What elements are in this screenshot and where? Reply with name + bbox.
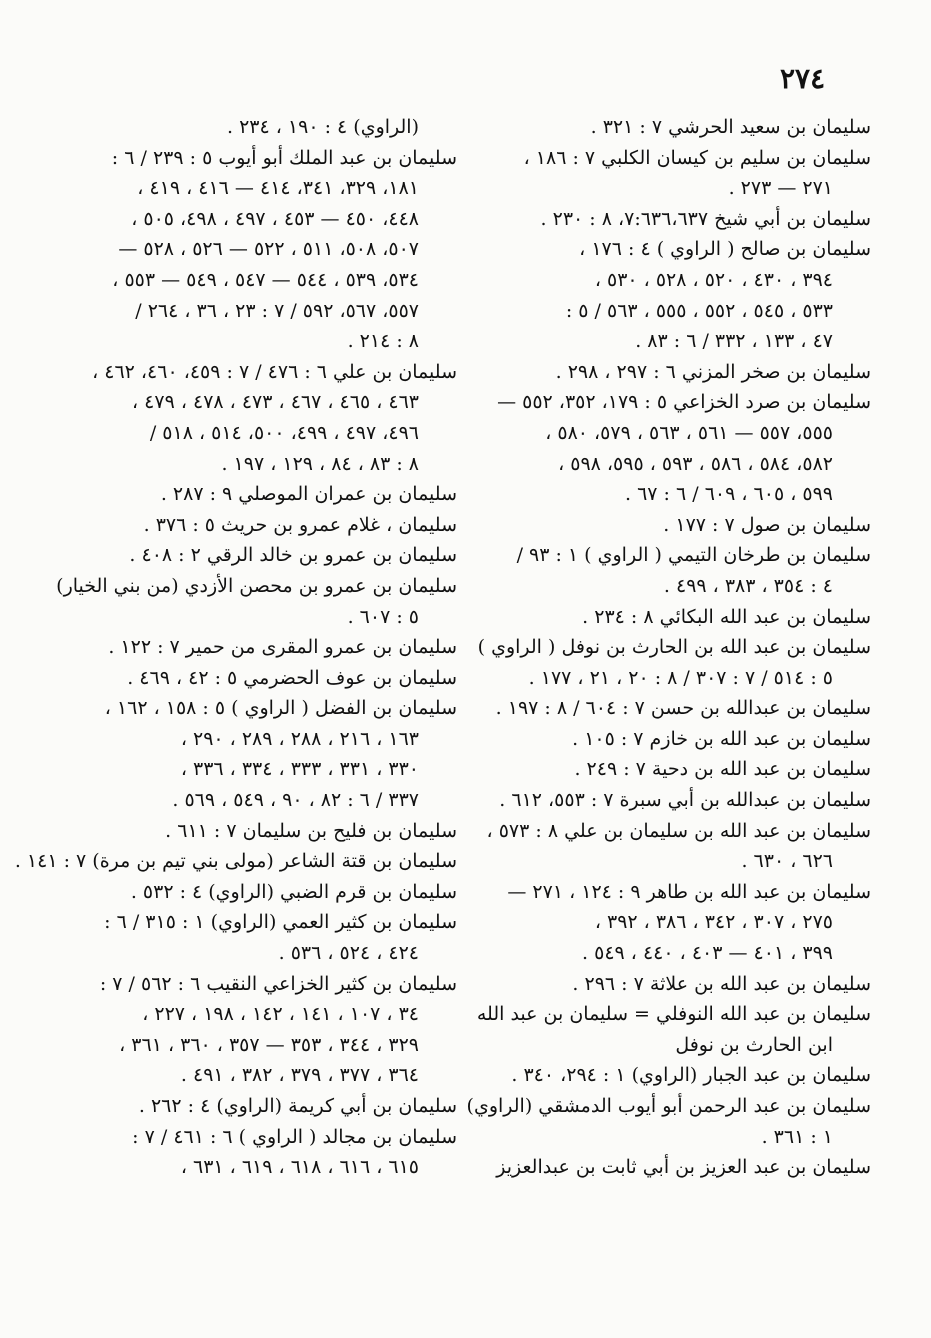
index-entry: سليمان بن سليم بن كيسان الكلبي ٧ : ١٨٦ ، [523, 146, 871, 169]
index-entry-continuation: ١٨١، ٣٢٩، ٣٤١، ٤١٤ — ٤١٦ ، ٤١٩ ، [137, 177, 419, 200]
index-entry-continuation: ٣٤ ، ١٠٧ ، ١٤١ ، ١٤٢ ، ١٩٨ ، ٢٢٧ ، [142, 1003, 419, 1026]
index-entry: سليمان بن صالح ( الراوي ) ٤ : ١٧٦ ، [579, 238, 871, 261]
index-entry-continuation: ٥٥٧، ٥٦٧، ٥٩٢ / ٧ : ٢٣ ، ٣٦ ، ٢٦٤ / [135, 299, 419, 322]
index-entry-continuation: ٤٦٣ ، ٤٦٥ ، ٤٦٧ ، ٤٧٣ ، ٤٧٨ ، ٤٧٩ ، [131, 391, 419, 414]
index-entry-continuation: ٣٦٤ ، ٣٧٧ ، ٣٧٩ ، ٣٨٢ ، ٤٩١ . [180, 1064, 419, 1087]
index-entry: سليمان بن عبد الله بن الحارث بن نوفل ( الراوي ) [477, 636, 871, 659]
index-entry-continuation: ٦٢٦ ، ٦٣٠ . [741, 850, 833, 873]
index-entry: سليمان بن عبد الله بن طاهر ٩ : ١٢٤ ، ٢٧١ — [507, 880, 871, 903]
index-entry-continuation: ٣٢٩ ، ٣٤٤ ، ٣٥٣ — ٣٥٧ ، ٣٦٠ ، ٣٦١ ، [119, 1033, 419, 1056]
index-entry: سليمان بن الفضل ( الراوي ) ٥ : ١٥٨ ، ١٦٢ ، [104, 697, 457, 720]
index-entry-continuation: ٥٣٣ ، ٥٤٥ ، ٥٥٢ ، ٥٥٥ ، ٥٦٣ / ٥ : [565, 299, 833, 322]
index-entry-continuation: ٢٧١ — ٢٧٣ . [728, 177, 833, 200]
index-entry: سليمان بن عمرو المقرى من حمير ٧ : ١٢٢ . [108, 636, 457, 659]
index-entry: سليمان بن عبد الرحمن أبو أيوب الدمشقي (الراوي) [466, 1095, 871, 1117]
index-entry-continuation: ٤٩٦، ٤٩٧ ، ٤٩٩، ٥٠٠، ٥١٤ ، ٥١٨ / [149, 421, 419, 444]
index-entry-continuation: ٣٩٩ ، ٤٠١ — ٤٠٣ ، ٤٤٠ ، ٥٤٩ . [582, 942, 833, 965]
index-entry: سليمان بن عبد الملك أبو أيوب ٥ : ٢٣٩ / ٦ : [111, 146, 457, 169]
index-entry-continuation: ٣٩٤ ، ٤٣٠ ، ٥٢٠ ، ٥٢٨ ، ٥٣٠ ، [594, 268, 833, 291]
index-entry: سليمان بن عبد الله النوفلي = سليمان بن عبد الله [476, 1003, 871, 1026]
index-entry: سليمان بن كثير الخزاعي النقيب ٦ : ٥٦٢ / ٧ : [99, 972, 457, 995]
index-entry: سليمان بن علي ٦ : ٤٧٦ / ٧ : ٤٥٩، ٤٦٠، ٤٦٢ ، [92, 360, 457, 383]
index-entry-continuation: ٥٩٩ ، ٦٠٥ ، ٦٠٩ / ٦ : ٦٧ . [624, 483, 833, 506]
index-entry: سليمان بن عبد الله بن دحية ٧ : ٢٤٩ . [574, 758, 871, 781]
index-entry-continuation: ٤٧ ، ١٣٣ ، ٣٣٢ / ٦ : ٨٣ . [635, 330, 833, 353]
index-entry: سليمان بن عبد الله بن علاثة ٧ : ٢٩٦ . [572, 972, 871, 995]
index-entry-continuation: (الراوي) ٤ : ١٩٠ ، ٢٣٤ . [226, 116, 419, 138]
index-entry: سليمان بن عبدالله بن أبي سبرة ٧ : ٥٥٣، ٦١٢ . [499, 789, 871, 812]
index-entry: سليمان بن عوف الحضرمي ٥ : ٤٢ ، ٤٦٩ . [127, 666, 457, 689]
index-entry-continuation: ٥ : ٥١٤ / ٧ : ٣٠٧ / ٨ : ٢٠ ، ٢١ ، ١٧٧ . [528, 666, 833, 689]
index-entry: سليمان بن سعيد الحرشي ٧ : ٣٢١ . [590, 116, 871, 138]
index-entry: سليمان بن عبد الله بن خازم ٧ : ١٠٥ . [572, 727, 871, 750]
index-entry: سليمان بن قتة الشاعر (مولى بني تيم بن مرة) ٧ : ١٤١ . [14, 850, 457, 873]
index-entry: سليمان بن صخر المزني ٦ : ٢٩٧ ، ٢٩٨ . [555, 360, 871, 383]
index-entry: سليمان بن عمران الموصلي ٩ : ٢٨٧ . [160, 483, 457, 506]
index-entry: سليمان بن أبي كريمة (الراوي) ٤ : ٢٦٢ . [138, 1095, 457, 1117]
index-entry-continuation: ٥٠٧، ٥٠٨، ٥١١ ، ٥٢٢ — ٥٢٦ ، ٥٢٨ — [118, 238, 419, 261]
index-entry-continuation: ٤٢٤ ، ٥٢٤ ، ٥٣٦ . [278, 942, 419, 965]
index-entry-continuation: ٢٧٥ ، ٣٠٧ ، ٣٤٢ ، ٣٨٦ ، ٣٩٢ ، [594, 911, 833, 934]
index-entry-continuation: ٤ : ٣٥٤ ، ٣٨٣ ، ٤٩٩ . [663, 574, 833, 597]
index-entry-continuation: ٥٨٢، ٥٨٤ ، ٥٨٦ ، ٥٩٣ ، ٥٩٥، ٥٩٨ ، [558, 452, 833, 475]
index-entry: سليمان بن عمرو بن محصن الأزدي (من بني الخيار) [56, 574, 457, 597]
index-entry-continuation: ١٦٣ ، ٢١٦ ، ٢٨٨ ، ٢٨٩ ، ٢٩٠ ، [180, 727, 419, 750]
index-entry: سليمان ، غلام عمرو بن حريث ٥ : ٣٧٦ . [143, 513, 457, 536]
index-entry-continuation: ٨ : ٢١٤ . [347, 330, 419, 353]
index-entry-continuation: ٨ : ٨٣ ، ٨٤ ، ١٢٩ ، ١٩٧ . [221, 452, 419, 475]
index-entry: سليمان بن كثير العمي (الراوي) ١ : ٣١٥ / ٦ : [104, 911, 457, 934]
index-entry-continuation: ٣٣٧ / ٦ : ٨٢ ، ٩٠ ، ٥٤٩ ، ٥٦٩ . [172, 789, 419, 812]
index-entry-continuation: ١ : ٣٦١ . [761, 1125, 833, 1148]
index-entry-continuation: ٣٣٠ ، ٣٣١ ، ٣٣٣ ، ٣٣٤ ، ٣٣٦ ، [180, 758, 419, 781]
index-entry: سليمان بن أبي شيخ ٧:٦٣٦،٦٣٧، ٨ : ٢٣٠ . [540, 207, 871, 230]
index-entry-continuation: ٦١٥ ، ٦١٦ ، ٦١٨ ، ٦١٩ ، ٦٣١ ، [180, 1156, 419, 1179]
index-entry-continuation: ٥٥٥، ٥٥٧ — ٥٦١ ، ٥٦٣ ، ٥٧٩، ٥٨٠ ، [545, 421, 833, 444]
index-entry: سليمان بن عبد الله البكائي ٨ : ٢٣٤ . [582, 605, 871, 628]
index-entry-continuation: ٥٣٤، ٥٣٩ ، ٥٤٤ — ٥٤٧ ، ٥٤٩ — ٥٥٣ ، [112, 268, 419, 291]
index-column-left [14, 112, 457, 1183]
index-entry-continuation: ٤٤٨، ٤٥٠ — ٤٥٣ ، ٤٩٧ ، ٤٩٨، ٥٠٥ ، [131, 207, 419, 230]
index-entry: سليمان بن فليح بن سليمان ٧ : ٦١١ . [165, 819, 457, 842]
index-entry: سليمان بن مجالد ( الراوي ) ٦ : ٤٦١ / ٧ : [132, 1125, 457, 1148]
index-entry: سليمان بن قرم الضبي (الراوي) ٤ : ٥٣٢ . [130, 880, 457, 903]
index-entry: سليمان بن عبد العزيز بن أبي ثابت بن عبدالعزيز [496, 1156, 871, 1179]
index-entry-continuation: ابن الحارث بن نوفل [675, 1033, 833, 1056]
index-entry: سليمان بن عبد الجبار (الراوي) ١ : ٢٩٤، ٣٤٠ . [511, 1064, 871, 1087]
index-entry: سليمان بن طرخان التيمي ( الراوي ) ١ : ٩٣ / [516, 544, 871, 567]
index-entry: سليمان بن عبدالله بن حسن ٧ : ٦٠٤ / ٨ : ١٩٧ . [495, 697, 871, 720]
index-entry: سليمان بن صرد الخزاعي ٥ : ١٧٩، ٣٥٢، ٥٥٢ — [497, 391, 871, 414]
index-entry: سليمان بن صول ٧ : ١٧٧ . [663, 513, 871, 536]
index-column-right [466, 112, 871, 1183]
index-entry: سليمان بن عمرو بن خالد الرقي ٢ : ٤٠٨ . [129, 544, 457, 567]
index-entry-continuation: ٥ : ٦٠٧ . [347, 605, 419, 628]
page-number: ٢٧٤ [780, 62, 826, 95]
index-entry: سليمان بن عبد الله بن سليمان بن علي ٨ : ٥٧٣ ، [486, 819, 871, 842]
